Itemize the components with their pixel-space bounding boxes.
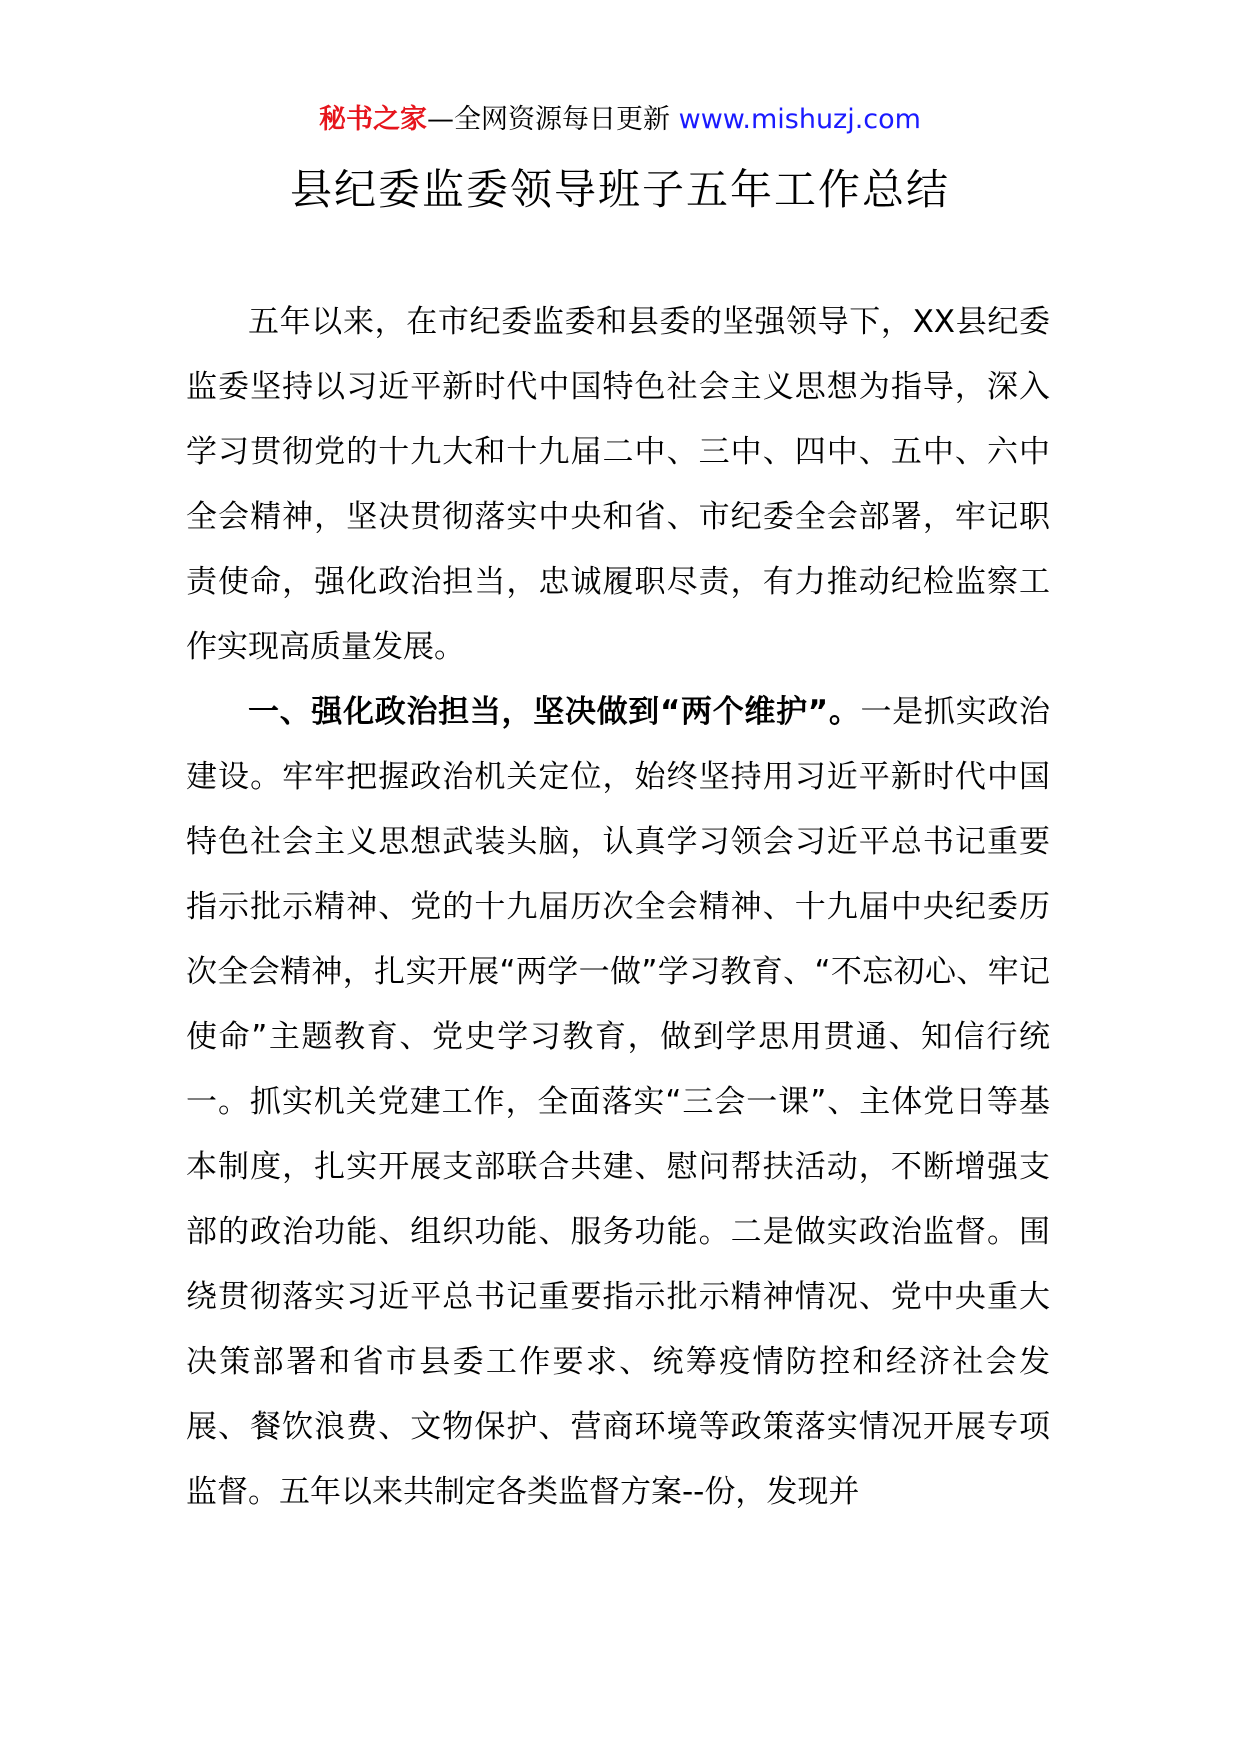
paragraph-text: 一是抓实政治建设。牢牢把握政治机关定位，始终坚持用习近平新时代中国特色社会主义思想武装头脑，认真学习领会习近平总书记重要指示批示精神、党的十九届历次全会精神、十九届中央纪委历次全会精神，扎实开展“两学一做”学习教育、“不忘初心、牢记使命”主题教育、党史学习教育，做到学思用贯通、知信行统一。抓实机关党建工作，全面落实“三会一课”、主体党日等基本制度，扎实开展支部联合共建、慰问帮扶活动，不断增强支部的政治功能、组织功能、服务功能。二是做实政治监督。围绕贯彻落实习近平总书记重要指示批示精神情况、党中央重大决策部署和省市县委工作要求、统筹疫情防控和经济社会发展、餐饮浪费、文物保护、营商环境等政策落实情况开展专项监督。五年以来共制定各类监督方案--份，发现并 [186,694,1050,1510]
document-body [186,290,1050,1525]
brand-name: 秘书之家 [319,104,428,135]
paragraph-text: 五年以来，在市纪委监委和县委的坚强领导下，XX县纪委监委坚持以习近平新时代中国特色社会主义思想为指导，深入学习贯彻党的十九大和十九届二中、三中、四中、五中、六中全会精神，坚决贯彻落实中央和省、市纪委全会部署，牢记职责使命，强化政治担当，忠诚履职尽责，有力推动纪检监察工作实现高质量发展。 [186,304,1050,665]
paragraph-section-one [186,680,1050,1525]
header-slogan: —全网资源每日更新 [427,104,671,135]
site-url-link[interactable]: www.mishuzj.com [678,104,921,135]
document-title: 县纪委监委领导班子五年工作总结 [289,165,950,214]
section-heading: 一、强化政治担当，坚决做到“两个维护”。 [248,694,861,730]
page-header [0,100,1240,140]
paragraph-intro [186,290,1050,680]
